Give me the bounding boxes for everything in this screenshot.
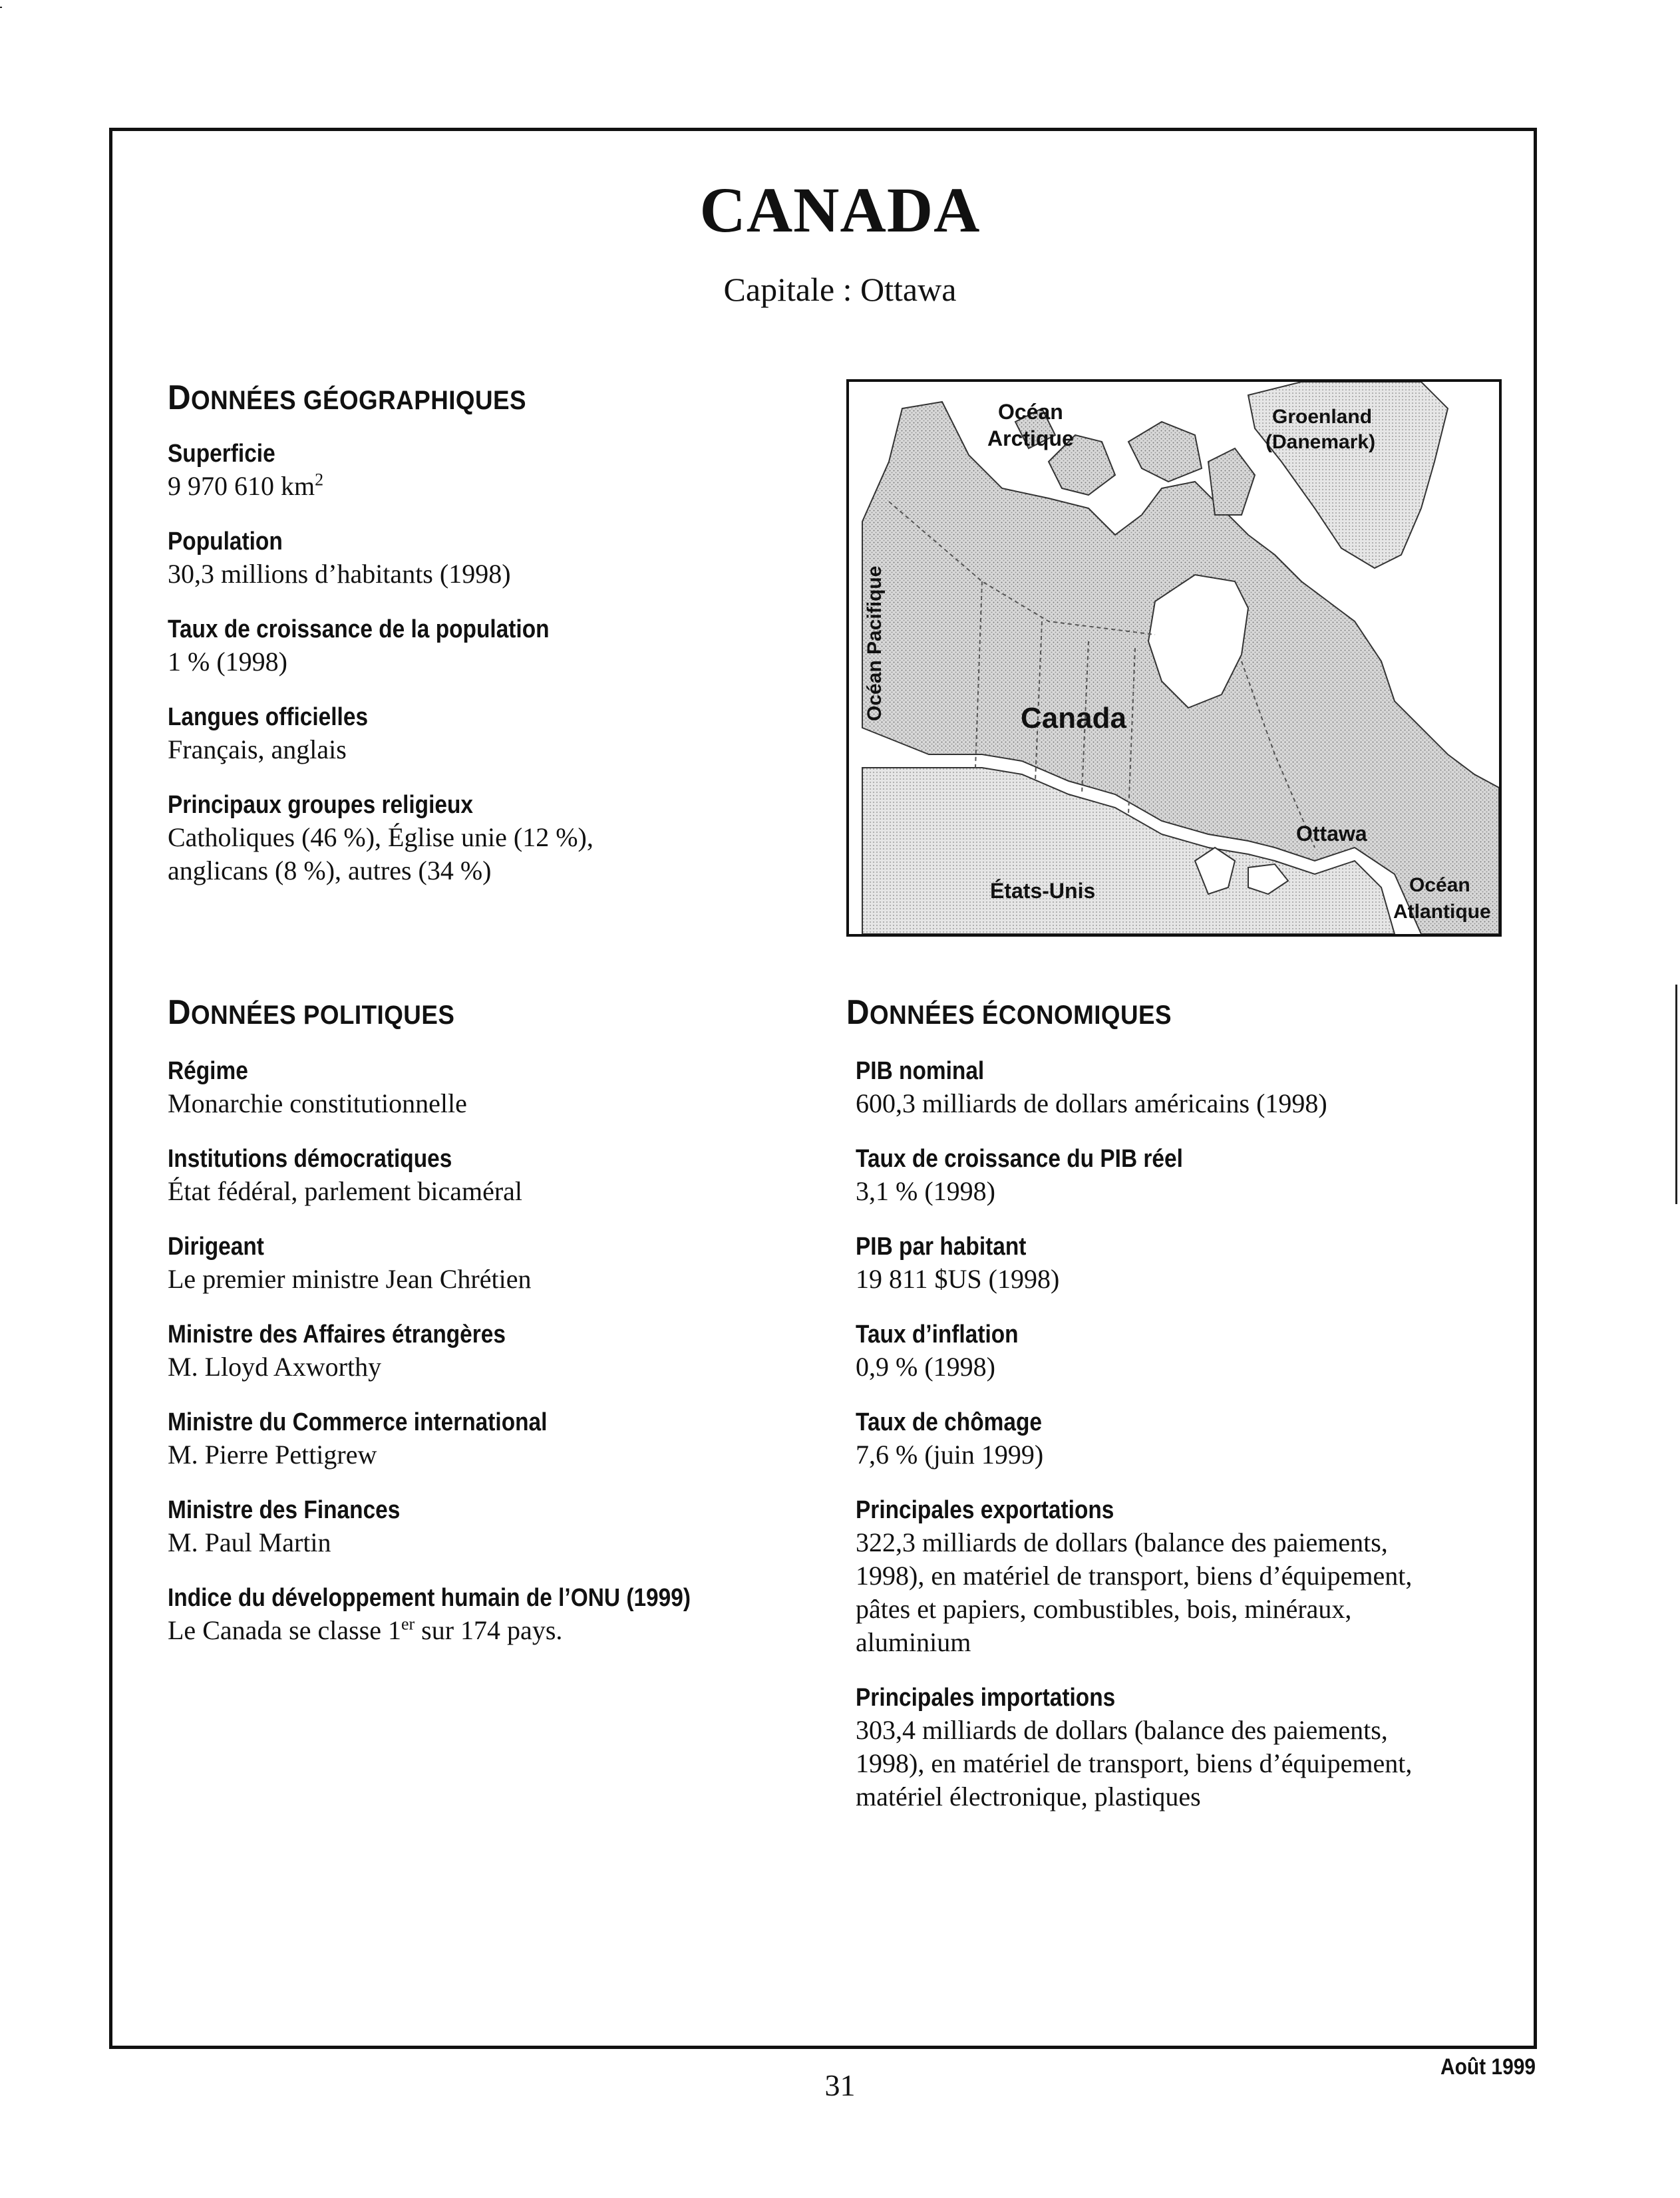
section-title-rest: ONNÉES GÉOGRAPHIQUES — [191, 386, 527, 415]
item-value: 9 970 610 $km^2$ — [168, 470, 324, 501]
item-value-line: 303,4 milliards de dollars (balance des paiements, — [856, 1715, 1388, 1745]
item-label: Taux de chômage — [856, 1408, 1042, 1436]
page-title: CANADA — [699, 174, 981, 245]
item-value: Monarchie constitutionnelle — [168, 1088, 467, 1118]
map-label-greenland-1: Groenland — [1272, 406, 1373, 428]
item-value: État fédéral, parlement bicaméral — [168, 1176, 523, 1206]
economy-item-exports — [856, 1494, 1514, 1659]
item-value-line: anglicans (8 %), autres (34 %) — [168, 856, 492, 885]
item-label: Principales exportations — [856, 1496, 1114, 1524]
economy-item-imports — [856, 1682, 1514, 1813]
economy-item-gdp — [856, 1055, 1514, 1120]
map-label-usa: États-Unis — [990, 879, 1096, 903]
economy-item-gdp-growth — [856, 1143, 1514, 1208]
item-value-line: Catholiques (46 %), Église unie (12 %), — [168, 822, 593, 852]
geo-item-growth — [168, 613, 800, 679]
item-label: Indice du développement humain de l’ONU (1999) — [168, 1584, 691, 1612]
item-value: Le premier ministre Jean Chrétien — [168, 1264, 532, 1294]
item-label: Ministre des Finances — [168, 1496, 401, 1524]
item-label: PIB par habitant — [856, 1233, 1027, 1261]
item-value-line: 1998), en matériel de transport, biens d’équipement, — [856, 1748, 1413, 1778]
item-value-line: 322,3 milliards de dollars (balance des paiements, — [856, 1527, 1388, 1557]
map-graphic — [849, 382, 1499, 934]
section-title-initial: D — [168, 993, 192, 1032]
section-title-initial: D — [168, 379, 192, 417]
item-label: Principales importations — [856, 1684, 1116, 1712]
politics-item-foreign-affairs — [168, 1319, 800, 1384]
item-label: Population — [168, 528, 283, 555]
item-label: Dirigeant — [168, 1233, 264, 1261]
left-edge-line — [0, 7, 2, 8]
map-label-arctic-1: Océan — [998, 400, 1063, 424]
map-label-ottawa: Ottawa — [1296, 822, 1367, 846]
item-value-line: aluminium — [856, 1627, 971, 1657]
item-value: 600,3 milliards de dollars américains (1998) — [856, 1088, 1327, 1118]
item-value: 7,6 % (juin 1999) — [856, 1440, 1044, 1470]
item-value: 1 % (1998) — [168, 647, 287, 677]
geo-item-population — [168, 526, 800, 591]
section-title-rest: ONNÉES ÉCONOMIQUES — [870, 1001, 1172, 1030]
geo-item-religion — [168, 789, 800, 887]
geo-column — [168, 438, 800, 910]
item-value: 19 811 $US (1998) — [856, 1264, 1060, 1294]
item-value: M. Lloyd Axworthy — [168, 1352, 382, 1382]
geo-item-languages — [168, 701, 800, 766]
page-number: 31 — [824, 2068, 856, 2102]
item-label: Superficie — [168, 440, 275, 468]
economy-item-gdp-per-capita — [856, 1231, 1514, 1296]
politics-item-regime — [168, 1055, 800, 1120]
section-title-economy — [846, 995, 1172, 1030]
item-value: M. Pierre Pettigrew — [168, 1440, 377, 1470]
footer-date: Août 1999 — [1440, 2054, 1536, 2080]
item-label: Ministre des Affaires étrangères — [168, 1321, 506, 1348]
item-label: Taux d’inflation — [856, 1321, 1019, 1348]
item-value-line: matériel électronique, plastiques — [856, 1782, 1201, 1811]
item-value: M. Paul Martin — [168, 1527, 331, 1557]
item-value: 30,3 millions d’habitants (1998) — [168, 559, 511, 589]
map-label-atlantic-2: Atlantique — [1393, 901, 1491, 923]
politics-item-finance — [168, 1494, 800, 1559]
item-value-line: 1998), en matériel de transport, biens d’équipement, — [856, 1561, 1413, 1591]
item-label: Institutions démocratiques — [168, 1145, 452, 1173]
item-label: Principaux groupes religieux — [168, 791, 474, 819]
section-title-politics — [168, 995, 454, 1030]
economy-item-inflation — [856, 1319, 1514, 1384]
map-label-atlantic-1: Océan — [1409, 874, 1470, 896]
politics-column — [168, 1055, 800, 1670]
politics-item-hdi — [168, 1582, 800, 1647]
item-value: 3,1 % (1998) — [856, 1176, 995, 1206]
map-label-greenland-2: (Danemark) — [1265, 431, 1376, 453]
section-title-initial: D — [846, 993, 870, 1032]
item-value: 0,9 % (1998) — [856, 1352, 995, 1382]
economy-column — [856, 1055, 1514, 1836]
item-label: Taux de croissance de la population — [168, 615, 550, 643]
capital-line: Capitale : Ottawa — [723, 271, 957, 308]
politics-item-leader — [168, 1231, 800, 1296]
item-value-line: pâtes et papiers, combustibles, bois, minéraux, — [856, 1594, 1352, 1624]
item-value: Le Canada se classe 1er sur 174 pays. — [168, 1614, 563, 1645]
section-title-geo — [168, 381, 526, 415]
right-edge-line — [1675, 985, 1677, 1204]
map-label-arctic-2: Arctique — [987, 426, 1074, 450]
item-label: Langues officielles — [168, 703, 369, 731]
item-value: Français, anglais — [168, 734, 347, 764]
map-label-pacific: Océan Pacifique — [864, 565, 886, 721]
section-title-rest: ONNÉES POLITIQUES — [191, 1001, 455, 1030]
item-label: PIB nominal — [856, 1057, 985, 1085]
politics-item-institutions — [168, 1143, 800, 1208]
politics-item-trade — [168, 1406, 800, 1472]
item-label: Régime — [168, 1057, 248, 1085]
economy-item-unemployment — [856, 1406, 1514, 1472]
geo-item-area — [168, 438, 800, 503]
canada-map — [846, 379, 1502, 937]
item-label: Taux de croissance du PIB réel — [856, 1145, 1183, 1173]
map-label-canada: Canada — [1021, 702, 1126, 734]
item-label: Ministre du Commerce international — [168, 1408, 548, 1436]
